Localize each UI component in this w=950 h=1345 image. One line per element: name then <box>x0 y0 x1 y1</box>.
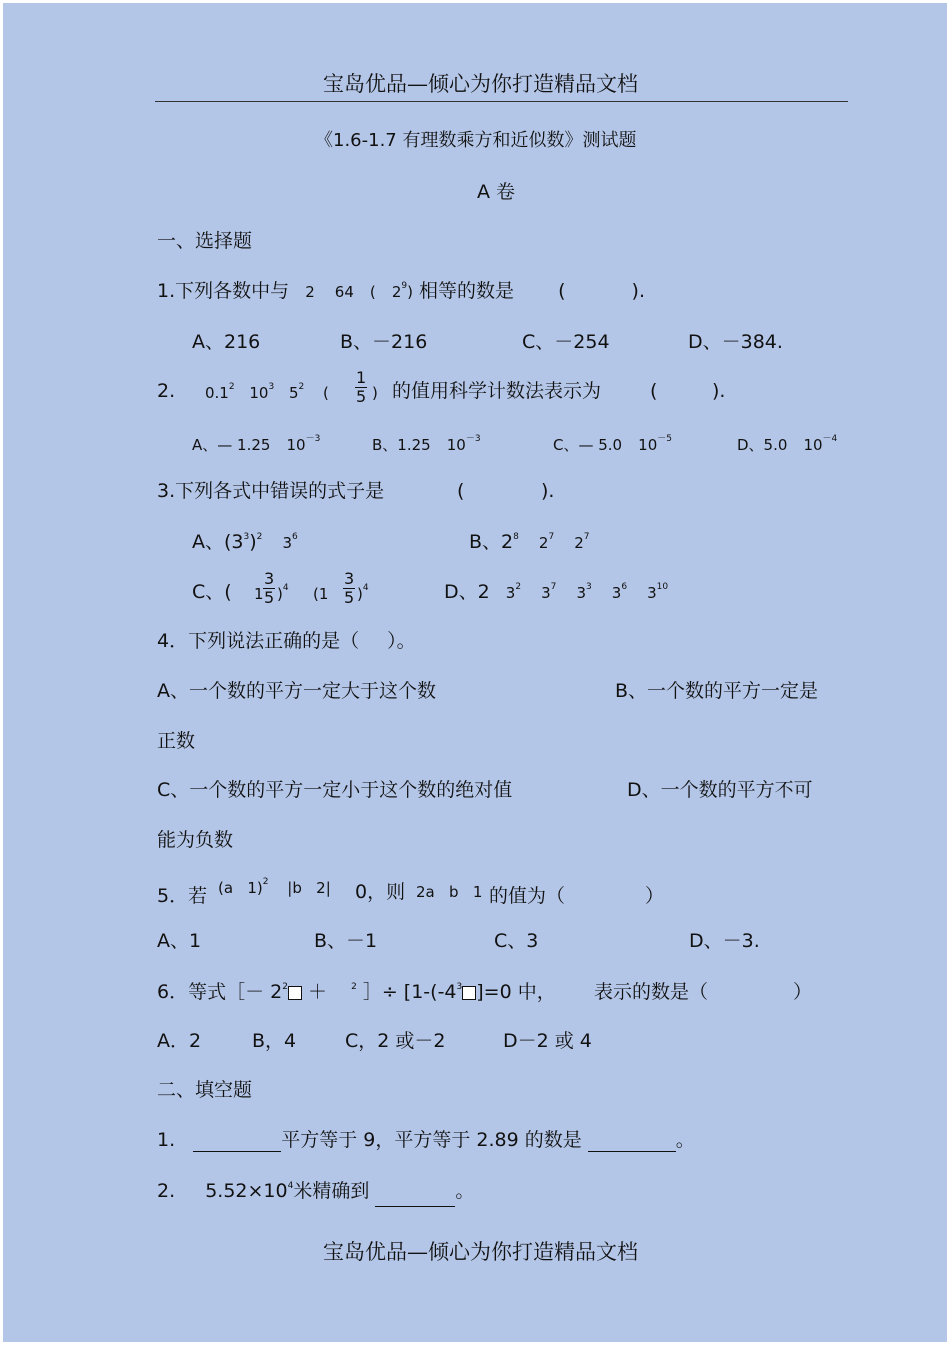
q2-number: 2. <box>157 380 176 402</box>
q6-stem <box>157 980 556 1008</box>
f1-mid: 平方等于 9，平方等于 2.89 的数是 <box>281 1129 582 1151</box>
q3-paren-end: ). <box>541 480 555 502</box>
q1-expr-a: 2 <box>305 283 315 301</box>
q6-mid: ］÷ [1-(-4 <box>362 981 457 1003</box>
q4-stem <box>157 629 416 653</box>
q6-stem-text: 6．等式［－ 2 <box>157 981 283 1003</box>
q3-c-whole: 1 <box>254 585 264 603</box>
q6-box-2 <box>462 986 476 1000</box>
q2-option-a <box>192 432 320 460</box>
f1-blank-1[interactable] <box>193 1133 281 1152</box>
q6-option-d: D－2 或 4 <box>503 1030 592 1052</box>
q2-term-3: 5 <box>288 384 299 402</box>
f1-blank-2[interactable] <box>588 1133 676 1152</box>
q5-option-a: A、1 <box>157 930 202 952</box>
q3-a-mid: ) <box>249 531 257 553</box>
q3-paren: ( <box>457 480 465 502</box>
q2-exp-2: 3 <box>268 382 275 392</box>
q3-b-mid: 2 <box>538 534 549 552</box>
q2-option-b-val: B、1.25 <box>372 436 431 454</box>
q2-option-a-base: 10 <box>286 436 306 454</box>
q4-stem-end: ）。 <box>387 630 416 652</box>
q3-c-fraction-1 <box>263 570 275 607</box>
header-rule <box>155 101 848 102</box>
f2-blank[interactable] <box>375 1188 455 1207</box>
section-fill-heading: 二、填空题 <box>157 1079 253 1101</box>
q1-expr-c: ( <box>369 283 376 301</box>
q1-paren: ( <box>558 280 566 302</box>
q2-option-b <box>372 432 481 460</box>
q2-fraction-num: 1 <box>356 368 367 387</box>
q6-plus: ＋ <box>308 981 328 1003</box>
f1-number: 1. <box>157 1129 176 1151</box>
q6-option-a: A．2 <box>157 1030 202 1052</box>
q5-option-b: B、－1 <box>314 930 378 952</box>
q1-after: 相等的数是 <box>419 280 515 302</box>
q3-c-fraction-2 <box>343 570 355 607</box>
f2-exp: 4 <box>287 1181 294 1191</box>
q3-c-frac1-num: 3 <box>264 569 275 588</box>
q2-exp-1: 2 <box>228 382 235 392</box>
q2-paren-end: ). <box>712 380 726 402</box>
q6-exp1: 2 <box>282 982 288 992</box>
q2-option-c-exp: －5 <box>657 434 672 444</box>
q6-after: 表示的数是（ <box>594 981 709 1003</box>
q1-option-a: A、216 <box>192 331 261 353</box>
q2-option-d-base: 10 <box>803 436 823 454</box>
q3-b-label: B、2 <box>469 531 514 553</box>
q4-option-b-cont: 正数 <box>157 730 196 752</box>
q3-option-a <box>192 530 298 558</box>
q2-option-d <box>737 432 837 460</box>
q6-exp2: 2 <box>351 982 357 992</box>
q4-option-d-cont: 能为负数 <box>157 829 234 851</box>
q2-fraction <box>355 369 367 406</box>
q3-b-exp3: 7 <box>583 532 590 542</box>
q3-d-e1: 2 <box>515 582 522 592</box>
q3-c-frac2-num: 3 <box>344 569 355 588</box>
q3-a-label: A、(3 <box>192 531 244 553</box>
q3-option-c-label: C、( <box>192 581 232 603</box>
q3-option-b <box>469 530 590 558</box>
q6-option-b: B，4 <box>252 1030 297 1052</box>
page-footer: 宝岛优品—倾心为你打造精品文档 <box>323 1240 638 1264</box>
q4-option-d: D、一个数的平方不可 <box>627 779 813 801</box>
f1-end: 。 <box>675 1129 695 1151</box>
q3-d-e2: 7 <box>550 582 557 592</box>
q3-c-frac1-den: 5 <box>264 588 275 607</box>
q5-expr-exp: 2 <box>262 877 269 887</box>
q6-tail: ]=0 中， <box>476 981 556 1003</box>
q3-c-mid: (1 <box>313 585 329 603</box>
q3-stem: 3.下列各式中错误的式子是 <box>157 480 385 502</box>
q4-option-a: A、一个数的平方一定大于这个数 <box>157 680 436 702</box>
q2-option-d-val: D、5.0 <box>737 436 788 454</box>
q2-rparen: ) <box>372 384 378 402</box>
q3-d-t3: 3 <box>576 584 586 602</box>
q1-option-b: B、－216 <box>340 331 428 353</box>
q1-stem: 1.下列各数中与 <box>157 280 290 302</box>
q3-a-exp3: 6 <box>291 532 298 542</box>
q3-d-e4: 6 <box>621 582 628 592</box>
q3-c-close: )$^4$ <box>277 583 289 603</box>
q3-c-exp1: 4 <box>282 583 289 593</box>
q2-option-c-base: 10 <box>638 436 658 454</box>
q4-option-b: B、一个数的平方一定是 <box>615 680 819 702</box>
q3-d-t5: 3 <box>647 584 657 602</box>
q4-option-c: C、一个数的平方一定小于这个数的绝对值 <box>157 779 513 801</box>
f2-end: 。 <box>455 1180 475 1202</box>
q3-a-exp2: 2 <box>256 532 263 542</box>
q1-exp: 9 <box>401 281 408 291</box>
fill-question-1 <box>157 1128 695 1152</box>
q3-d-t1: 3 <box>505 584 516 602</box>
q2-option-a-val: A、— 1.25 <box>192 436 271 454</box>
f2-value: 5.52×10 <box>205 1180 288 1202</box>
q2-option-c <box>553 432 672 460</box>
q1-option-c: C、－254 <box>522 331 610 353</box>
q6-exp3: 3 <box>456 982 463 992</box>
q5-expr2: 2a b 1 <box>416 883 483 901</box>
q3-c-close-2: )$^4$ <box>357 583 369 603</box>
q5-option-d: D、－3. <box>689 930 760 952</box>
q2-paren: ( <box>650 380 658 402</box>
q1-expr-b: 64 <box>334 283 354 301</box>
q3-a-rhs: 3 <box>282 534 292 552</box>
document-title: 《1.6-1.7 有理数乘方和近似数》测试题 <box>315 130 637 151</box>
q5-abs: |b 2| <box>287 879 331 897</box>
q6-end: ） <box>793 981 813 1003</box>
q2-lparen: ( <box>323 384 329 402</box>
q6-option-c: C，2 或－2 <box>345 1030 446 1052</box>
q2-fraction-den: 5 <box>356 387 367 406</box>
q5-expr <box>218 876 331 903</box>
q1-option-d: D、－384. <box>688 331 783 353</box>
q2-option-a-exp: －3 <box>305 434 321 444</box>
q3-c-frac2-den: 5 <box>344 588 355 607</box>
q3-b-rhs: 2 <box>574 534 584 552</box>
q2-exp-3: 2 <box>298 382 305 392</box>
q2-expression <box>205 381 329 408</box>
q3-d-e5: 10 <box>656 582 669 592</box>
q3-d-t4: 3 <box>611 584 622 602</box>
q3-b-exp2: 7 <box>548 532 555 542</box>
q2-option-c-val: C、— 5.0 <box>553 436 623 454</box>
q2-term-1: 0.1 <box>205 384 229 402</box>
q5-option-c: C、3 <box>494 930 539 952</box>
q1-paren-end: ). <box>631 280 645 302</box>
q1-expr-d: 2 <box>391 283 402 301</box>
f2-after: 米精确到 <box>293 1180 370 1202</box>
f2-number: 2. <box>157 1180 176 1202</box>
q6-box-1 <box>288 986 302 1000</box>
q2-after: 的值用科学计数法表示为 <box>392 380 602 402</box>
q3-d-t2: 3 <box>541 584 551 602</box>
q2-option-d-exp: －4 <box>822 434 838 444</box>
q5-expr-base: (a 1) <box>218 879 263 897</box>
q5-after: 的值为（ <box>489 885 566 907</box>
q3-d-e3: 3 <box>585 582 592 592</box>
q5-end: ） <box>645 885 665 907</box>
fill-question-2 <box>157 1179 474 1207</box>
q3-a-exp1: 3 <box>243 532 250 542</box>
q2-term-2: 10 <box>249 384 269 402</box>
q1-expr-tail: ) <box>407 283 413 301</box>
q3-option-d <box>444 580 668 608</box>
q3-d-label: D、2 <box>444 581 490 603</box>
q2-option-b-exp: －3 <box>465 434 481 444</box>
page-header: 宝岛优品—倾心为你打造精品文档 <box>323 72 638 96</box>
q3-b-exp1: 8 <box>513 532 519 542</box>
q4-stem-text: 4．下列说法正确的是（ <box>157 630 360 652</box>
q5-stem: 5．若 <box>157 885 208 907</box>
question-1 <box>157 279 645 307</box>
q2-option-b-base: 10 <box>446 436 466 454</box>
q3-c-exp2: 4 <box>362 583 369 593</box>
q5-zero: 0，则 <box>355 881 406 903</box>
section-choice-heading: 一、选择题 <box>157 230 253 252</box>
volume-label: A 卷 <box>477 181 516 203</box>
